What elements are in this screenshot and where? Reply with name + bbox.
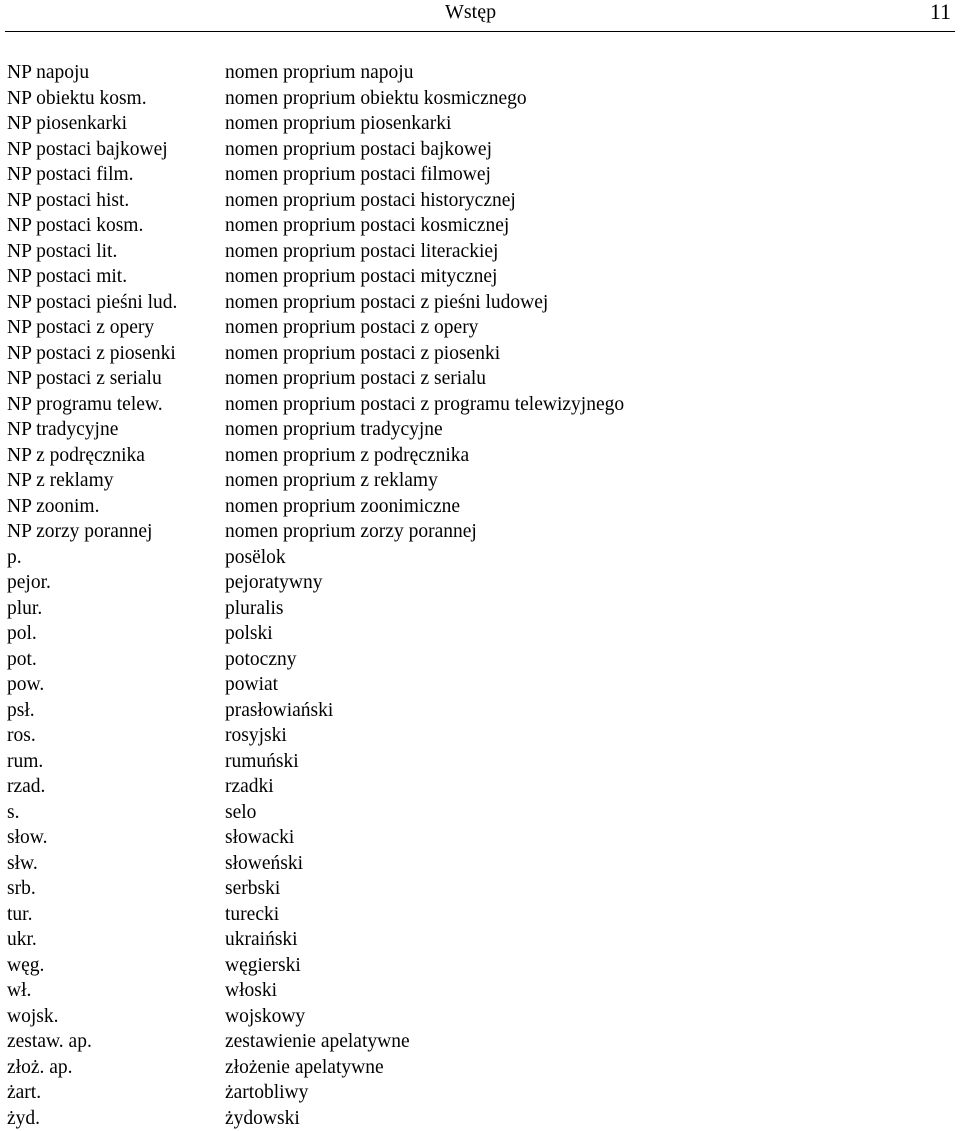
abbreviation-row bbox=[7, 315, 947, 341]
abbreviation-expansion: żartobliwy bbox=[225, 1080, 308, 1106]
abbreviation-list bbox=[7, 60, 947, 1131]
abbreviation-row bbox=[7, 111, 947, 137]
abbreviation-row bbox=[7, 545, 947, 571]
abbreviation-term: NP postaci kosm. bbox=[7, 213, 143, 239]
abbreviation-expansion: rzadki bbox=[225, 774, 274, 800]
abbreviation-row bbox=[7, 1106, 947, 1131]
abbreviation-row bbox=[7, 162, 947, 188]
abbreviation-row bbox=[7, 341, 947, 367]
abbreviation-row bbox=[7, 1080, 947, 1106]
page-number: 11 bbox=[930, 0, 951, 24]
abbreviation-term: NP z podręcznika bbox=[7, 443, 145, 469]
abbreviation-expansion: nomen proprium postaci z pieśni ludowej bbox=[225, 290, 548, 316]
abbreviation-row bbox=[7, 698, 947, 724]
abbreviation-expansion: zestawienie apelatywne bbox=[225, 1029, 410, 1055]
abbreviation-expansion: turecki bbox=[225, 902, 279, 928]
abbreviation-expansion: serbski bbox=[225, 876, 280, 902]
abbreviation-expansion: nomen proprium tradycyjne bbox=[225, 417, 443, 443]
abbreviation-term: ukr. bbox=[7, 927, 37, 953]
abbreviation-term: NP postaci lit. bbox=[7, 239, 117, 265]
abbreviation-term: NP postaci z piosenki bbox=[7, 341, 176, 367]
abbreviation-row bbox=[7, 1004, 947, 1030]
abbreviation-expansion: złożenie apelatywne bbox=[225, 1055, 384, 1081]
abbreviation-expansion: polski bbox=[225, 621, 273, 647]
abbreviation-term: wojsk. bbox=[7, 1004, 58, 1030]
abbreviation-term: NP z reklamy bbox=[7, 468, 114, 494]
abbreviation-row bbox=[7, 876, 947, 902]
abbreviation-expansion: nomen proprium postaci z programu telewizyjnego bbox=[225, 392, 624, 418]
abbreviation-expansion: pejoratywny bbox=[225, 570, 322, 596]
abbreviation-term: pol. bbox=[7, 621, 37, 647]
abbreviation-expansion: nomen proprium z podręcznika bbox=[225, 443, 469, 469]
abbreviation-term: żyd. bbox=[7, 1106, 40, 1131]
abbreviation-term: NP postaci z serialu bbox=[7, 366, 162, 392]
abbreviation-row bbox=[7, 137, 947, 163]
abbreviation-term: NP piosenkarki bbox=[7, 111, 127, 137]
abbreviation-row bbox=[7, 86, 947, 112]
abbreviation-term: węg. bbox=[7, 953, 44, 979]
abbreviation-row bbox=[7, 239, 947, 265]
abbreviation-expansion: słoweński bbox=[225, 851, 303, 877]
abbreviation-term: ros. bbox=[7, 723, 36, 749]
abbreviation-row bbox=[7, 953, 947, 979]
abbreviation-row bbox=[7, 392, 947, 418]
abbreviation-term: tur. bbox=[7, 902, 32, 928]
header-rule bbox=[5, 31, 955, 32]
abbreviation-expansion: nomen proprium postaci bajkowej bbox=[225, 137, 492, 163]
abbreviation-term: NP postaci z opery bbox=[7, 315, 154, 341]
abbreviation-expansion: węgierski bbox=[225, 953, 301, 979]
abbreviation-expansion: żydowski bbox=[225, 1106, 300, 1131]
abbreviation-term: NP obiektu kosm. bbox=[7, 86, 147, 112]
abbreviation-expansion: nomen proprium postaci mitycznej bbox=[225, 264, 497, 290]
abbreviation-term: rzad. bbox=[7, 774, 45, 800]
abbreviation-term: NP programu telew. bbox=[7, 392, 163, 418]
abbreviation-row bbox=[7, 468, 947, 494]
abbreviation-expansion: słowacki bbox=[225, 825, 294, 851]
abbreviation-row bbox=[7, 417, 947, 443]
running-head bbox=[5, 0, 955, 31]
abbreviation-row bbox=[7, 60, 947, 86]
abbreviation-row bbox=[7, 596, 947, 622]
abbreviation-term: słw. bbox=[7, 851, 38, 877]
abbreviation-expansion: powiat bbox=[225, 672, 278, 698]
abbreviation-expansion: pluralis bbox=[225, 596, 284, 622]
abbreviation-term: NP postaci pieśni lud. bbox=[7, 290, 177, 316]
abbreviation-expansion: nomen proprium postaci z piosenki bbox=[225, 341, 500, 367]
abbreviation-expansion: nomen proprium zoonimiczne bbox=[225, 494, 460, 520]
abbreviation-row bbox=[7, 443, 947, 469]
abbreviation-row bbox=[7, 570, 947, 596]
abbreviation-row bbox=[7, 519, 947, 545]
abbreviation-term: pot. bbox=[7, 647, 37, 673]
abbreviation-row bbox=[7, 800, 947, 826]
abbreviation-term: s. bbox=[7, 800, 19, 826]
abbreviation-row bbox=[7, 621, 947, 647]
abbreviation-expansion: posëlok bbox=[225, 545, 286, 571]
abbreviation-term: srb. bbox=[7, 876, 36, 902]
abbreviation-term: p. bbox=[7, 545, 22, 571]
abbreviation-expansion: ukraiński bbox=[225, 927, 298, 953]
abbreviation-row bbox=[7, 749, 947, 775]
abbreviation-row bbox=[7, 647, 947, 673]
abbreviation-term: NP zorzy porannej bbox=[7, 519, 152, 545]
abbreviation-term: złoż. ap. bbox=[7, 1055, 73, 1081]
running-head-title: Wstęp bbox=[445, 1, 496, 23]
abbreviation-term: zestaw. ap. bbox=[7, 1029, 92, 1055]
abbreviation-expansion: nomen proprium postaci filmowej bbox=[225, 162, 491, 188]
abbreviation-term: NP tradycyjne bbox=[7, 417, 118, 443]
abbreviation-term: pow. bbox=[7, 672, 44, 698]
abbreviation-row bbox=[7, 494, 947, 520]
abbreviation-expansion: nomen proprium napoju bbox=[225, 60, 413, 86]
abbreviation-expansion: nomen proprium postaci literackiej bbox=[225, 239, 498, 265]
abbreviation-row bbox=[7, 851, 947, 877]
abbreviation-row bbox=[7, 978, 947, 1004]
abbreviation-term: plur. bbox=[7, 596, 42, 622]
abbreviation-expansion: nomen proprium zorzy porannej bbox=[225, 519, 477, 545]
abbreviation-expansion: nomen proprium postaci historycznej bbox=[225, 188, 516, 214]
abbreviation-row bbox=[7, 1029, 947, 1055]
abbreviation-row bbox=[7, 774, 947, 800]
abbreviation-term: pejor. bbox=[7, 570, 51, 596]
abbreviation-term: wł. bbox=[7, 978, 31, 1004]
abbreviation-expansion: nomen proprium z reklamy bbox=[225, 468, 438, 494]
abbreviation-expansion: selo bbox=[225, 800, 256, 826]
abbreviation-expansion: potoczny bbox=[225, 647, 296, 673]
abbreviation-row bbox=[7, 672, 947, 698]
abbreviation-row bbox=[7, 264, 947, 290]
abbreviation-term: NP zoonim. bbox=[7, 494, 99, 520]
abbreviation-row bbox=[7, 1055, 947, 1081]
abbreviation-term: NP postaci hist. bbox=[7, 188, 129, 214]
abbreviation-expansion: włoski bbox=[225, 978, 277, 1004]
abbreviation-expansion: nomen proprium postaci kosmicznej bbox=[225, 213, 509, 239]
abbreviation-expansion: nomen proprium piosenkarki bbox=[225, 111, 451, 137]
abbreviation-row bbox=[7, 213, 947, 239]
abbreviation-term: rum. bbox=[7, 749, 43, 775]
abbreviation-expansion: nomen proprium postaci z opery bbox=[225, 315, 478, 341]
abbreviation-expansion: rumuński bbox=[225, 749, 299, 775]
abbreviation-term: żart. bbox=[7, 1080, 41, 1106]
abbreviation-expansion: prasłowiański bbox=[225, 698, 333, 724]
abbreviation-term: NP postaci bajkowej bbox=[7, 137, 168, 163]
abbreviation-row bbox=[7, 825, 947, 851]
abbreviation-row bbox=[7, 723, 947, 749]
abbreviation-term: słow. bbox=[7, 825, 47, 851]
abbreviation-row bbox=[7, 927, 947, 953]
abbreviation-term: psł. bbox=[7, 698, 35, 724]
abbreviation-row bbox=[7, 290, 947, 316]
abbreviation-term: NP napoju bbox=[7, 60, 89, 86]
abbreviation-expansion: nomen proprium postaci z serialu bbox=[225, 366, 486, 392]
abbreviation-expansion: nomen proprium obiektu kosmicznego bbox=[225, 86, 527, 112]
abbreviation-expansion: wojskowy bbox=[225, 1004, 305, 1030]
abbreviation-expansion: rosyjski bbox=[225, 723, 287, 749]
abbreviation-row bbox=[7, 366, 947, 392]
abbreviation-term: NP postaci film. bbox=[7, 162, 134, 188]
abbreviation-row bbox=[7, 188, 947, 214]
abbreviation-row bbox=[7, 902, 947, 928]
abbreviation-term: NP postaci mit. bbox=[7, 264, 127, 290]
